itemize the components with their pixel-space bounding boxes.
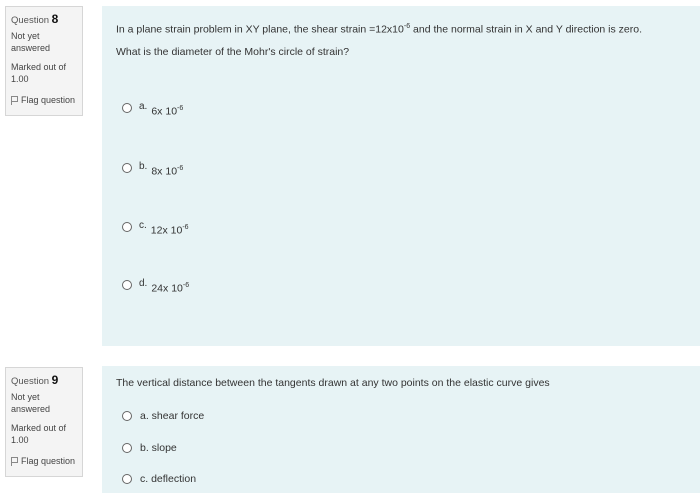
flag-question-link[interactable]	[11, 455, 77, 467]
radio-button[interactable]	[122, 411, 132, 421]
answer-option-a[interactable]	[122, 101, 183, 118]
option-letter: d.	[139, 278, 148, 289]
flag-icon	[11, 457, 18, 466]
question-text: The vertical distance between the tangents drawn at any two points on the elastic curve gives	[116, 377, 550, 389]
option-exponent: -6	[182, 282, 190, 289]
flag-question-label: Flag question	[21, 95, 76, 106]
option-label: b. slope	[140, 442, 177, 454]
option-exponent: -6	[182, 224, 189, 231]
question-state: Not yet answered	[11, 30, 51, 53]
option-value	[151, 105, 183, 118]
option-label: a. shear force	[140, 410, 205, 422]
option-value-text: 12x 10	[150, 224, 183, 237]
question-grade: Marked out of 1.00	[11, 62, 67, 85]
option-letter: b.	[139, 161, 148, 172]
question-label: Question	[11, 376, 50, 387]
question-8-content	[102, 6, 700, 346]
radio-button[interactable]	[122, 222, 132, 232]
flag-icon	[11, 96, 18, 105]
question-text-exponent: -6	[403, 23, 411, 30]
question-number-value: 8	[51, 12, 59, 26]
option-value	[151, 224, 189, 237]
option-value-text: 8x 10	[151, 165, 178, 178]
question-text-line-1	[116, 22, 690, 38]
option-value	[151, 165, 183, 178]
answer-option-d[interactable]	[122, 278, 189, 295]
radio-button[interactable]	[122, 280, 132, 290]
question-9-content	[102, 366, 700, 493]
question-grade: Marked out of 1.00	[11, 423, 67, 446]
question-text-prefix: In a plane strain problem in XY plane, the shear strain =12x10	[116, 23, 404, 36]
question-number-value: 9	[51, 373, 59, 387]
radio-button[interactable]	[122, 103, 132, 113]
option-exponent: -6	[177, 165, 184, 172]
answer-option-b[interactable]	[122, 161, 183, 178]
question-8-info	[5, 6, 83, 116]
radio-button[interactable]	[122, 163, 132, 173]
question-9-info	[5, 367, 83, 477]
question-text-suffix: and the normal strain in X and Y direction is zero.	[410, 23, 643, 36]
option-letter: c.	[139, 220, 147, 231]
answer-option-b[interactable]	[122, 442, 177, 454]
option-value-text: 24x 10	[151, 282, 183, 295]
radio-button[interactable]	[122, 443, 132, 453]
question-text-line-2: What is the diameter of the Mohr's circle of strain?	[116, 46, 350, 59]
option-exponent: -6	[177, 105, 184, 112]
question-state: Not yet answered	[11, 391, 51, 414]
question-number	[11, 11, 77, 28]
option-label: c. deflection	[140, 473, 197, 485]
question-text	[116, 22, 690, 68]
option-value-text: 6x 10	[151, 105, 178, 118]
option-letter: a.	[139, 101, 148, 112]
answer-option-c[interactable]	[122, 220, 189, 237]
flag-question-link[interactable]	[11, 94, 77, 106]
flag-question-label: Flag question	[21, 456, 76, 467]
question-number	[11, 372, 77, 389]
question-label: Question	[11, 15, 50, 26]
radio-button[interactable]	[122, 474, 132, 484]
option-value	[151, 282, 189, 295]
answer-option-c[interactable]	[122, 473, 196, 485]
answer-option-a[interactable]	[122, 410, 204, 422]
